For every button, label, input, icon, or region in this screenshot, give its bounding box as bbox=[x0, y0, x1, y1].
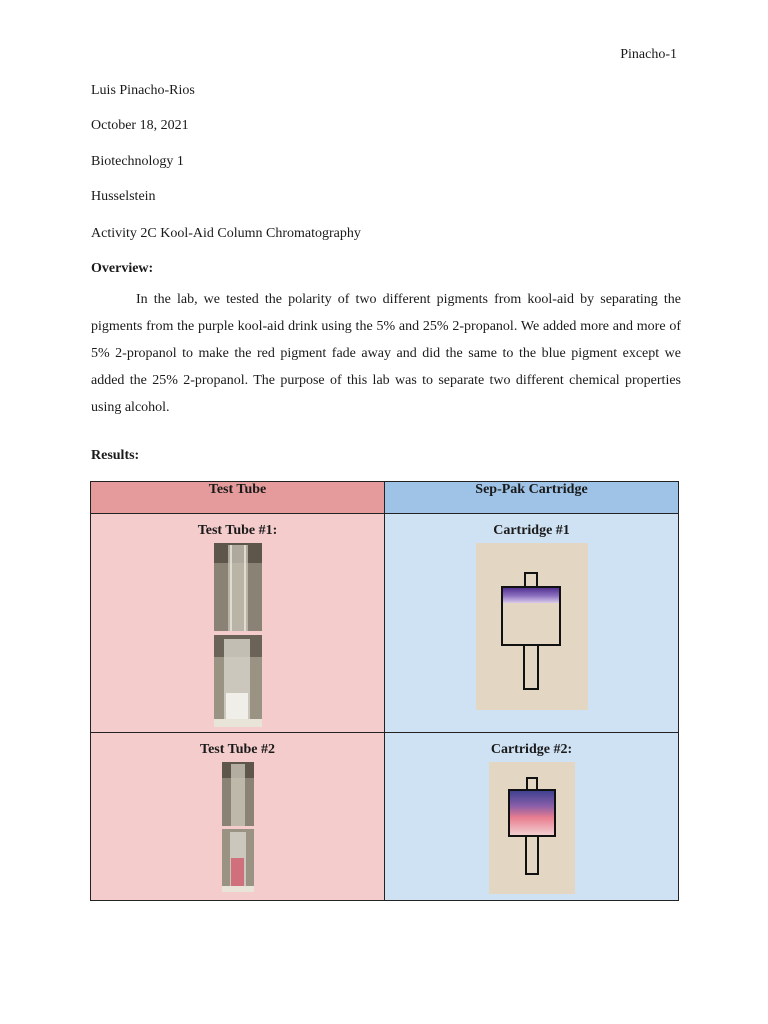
overview-heading: Overview: bbox=[91, 261, 154, 276]
report-title: Activity 2C Kool-Aid Column Chromatography bbox=[91, 226, 361, 241]
test-tube-2-label: Test Tube #2 bbox=[200, 742, 275, 757]
column-header-test-tube: Test Tube bbox=[91, 482, 385, 514]
student-name: Luis Pinacho-Rios bbox=[91, 83, 195, 98]
results-heading: Results: bbox=[91, 448, 140, 463]
results-table bbox=[90, 481, 679, 901]
table-row bbox=[91, 514, 679, 733]
cartridge-1-label: Cartridge #1 bbox=[493, 523, 570, 538]
teacher-name: Husselstein bbox=[91, 189, 156, 204]
test-tube-1-photo bbox=[214, 543, 262, 727]
cartridge-2-label: Cartridge #2: bbox=[490, 742, 573, 757]
report-date: October 18, 2021 bbox=[91, 118, 189, 133]
course-name: Biotechnology 1 bbox=[91, 154, 184, 169]
test-tube-2-cell bbox=[91, 733, 385, 901]
cartridge-2-cell bbox=[385, 733, 679, 901]
table-row bbox=[91, 733, 679, 901]
test-tube-2-photo bbox=[222, 762, 254, 892]
column-header-cartridge: Sep-Pak Cartridge bbox=[385, 482, 679, 514]
cartridge-2-photo bbox=[489, 762, 575, 894]
page-number-header: Pinacho-1 bbox=[620, 47, 677, 62]
cartridge-1-photo bbox=[476, 543, 588, 710]
test-tube-1-label: Test Tube #1: bbox=[197, 523, 278, 538]
overview-paragraph: In the lab, we tested the polarity of two different pigments from kool-aid by separating the pigments from the purple kool-aid drink using the 5% and 25% 2-propanol. We added more and more of 5% 2-propanol to make the red pigment fade away and did the same to the blue pigment except we added the 25% 2-propanol. The purpose of this lab was to separate two different chemical properties using alcohol. bbox=[91, 292, 681, 415]
test-tube-1-cell bbox=[91, 514, 385, 733]
cartridge-1-cell bbox=[385, 514, 679, 733]
